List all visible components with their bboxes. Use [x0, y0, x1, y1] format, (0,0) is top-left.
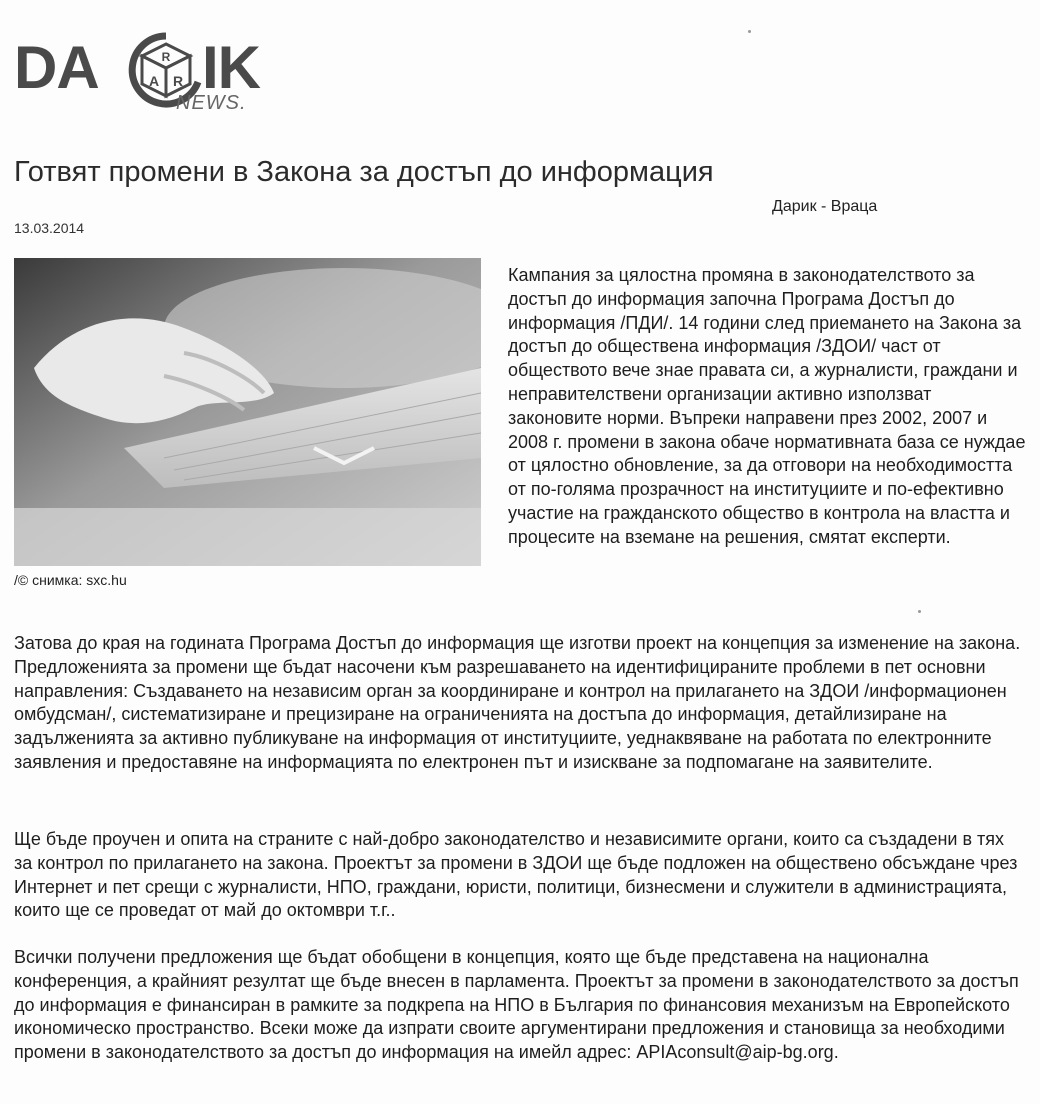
keyboard-typing-image — [14, 258, 481, 566]
logo-mark-letter-right: R — [172, 73, 184, 89]
logo-text-ik: IK — [202, 34, 260, 101]
logo-mark-letter-top: R — [161, 50, 171, 64]
article-paragraph-2: Ще бъде проучен и опита на страните с най-добро законодателство и независимите органи, които са създадени в тях за контрол по прилагането на закона. Проектът за промени в ЗДОИ ще бъде подложен на обществено обсъждане чрез Интернет и пет срещи с журналисти, НПО, граждани, юристи, политици, бизнесмени и служители в администрацията, които ще се проведат от май до октомври т.г.. — [14, 829, 1018, 921]
article-source: Дарик - Враца — [772, 198, 878, 215]
scan-speck — [748, 30, 751, 33]
darik-news-logo — [14, 26, 284, 116]
article-title: Готвят промени в Закона за достъп до информация — [14, 156, 714, 188]
photo-caption: /© снимка: sxc.hu — [14, 572, 127, 588]
article-paragraph-1: Затова до края на годината Програма Достъп до информация ще изготви проект на концепция за изменение на закона. Предложенията за промени ще бъдат насочени към разрешаването на идентифицираните проблеми в пет основни направления: Създаването на независим орган за координиране и контрол на прилагането на ЗДОИ /информационен омбудсман/, систематизиране и прецизиране на ограниченията на достъпа до информация, детайлизиране на задълженията за активно публикуване на информация от институциите, уеднаквяване на работата по електронните заявления и предоставяне на информацията по електронен път и изискване за подпомагане на заявителите. — [14, 633, 1021, 772]
scan-speck — [918, 610, 921, 613]
article-paragraph-3: Всички получени предложения ще бъдат обобщени в концепция, която ще бъде представена на национална конференция, а крайният резултат ще бъде внесен в парламента. Проектът за промени в законодателството за достъп до информация е финансиран в рамките за подкрепа на НПО в България по финансовия механизъм на Европейското икономическо пространство. Всеки може да изпрати своите аргументирани предложения и становища за необходими промени в законодателството за достъп до информация на имейл адрес: APIAconsult@aip-bg.org. — [14, 947, 1019, 1063]
logo-news-text: NEWS. — [176, 92, 247, 114]
article-lead: Кампания за цялостна промяна в законодателството за достъп до информация започна Програма Достъп до информация /ПДИ/. 14 години след приемането на Закона за достъп до обществена информация /ЗДОИ/ част от обществото вече знае правата си, а журналисти, граждани и неправителствени организации активно използват законовите норми. Въпреки направени през 2002, 2007 и 2008 г. промени в закона обаче нормативната база се нуждае от цялостно обновление, за да отговори на необходимостта от по-голяма прозрачност на институциите и по-ефективно участие на гражданското общество в контрола на властта и процесите на вземане на решения, смятат експерти. — [508, 265, 1026, 547]
article-photo — [14, 258, 481, 566]
logo-mark-letter-left: A — [148, 73, 160, 89]
logo-text-da: DA — [14, 34, 99, 101]
article-date: 13.03.2014 — [14, 220, 85, 236]
